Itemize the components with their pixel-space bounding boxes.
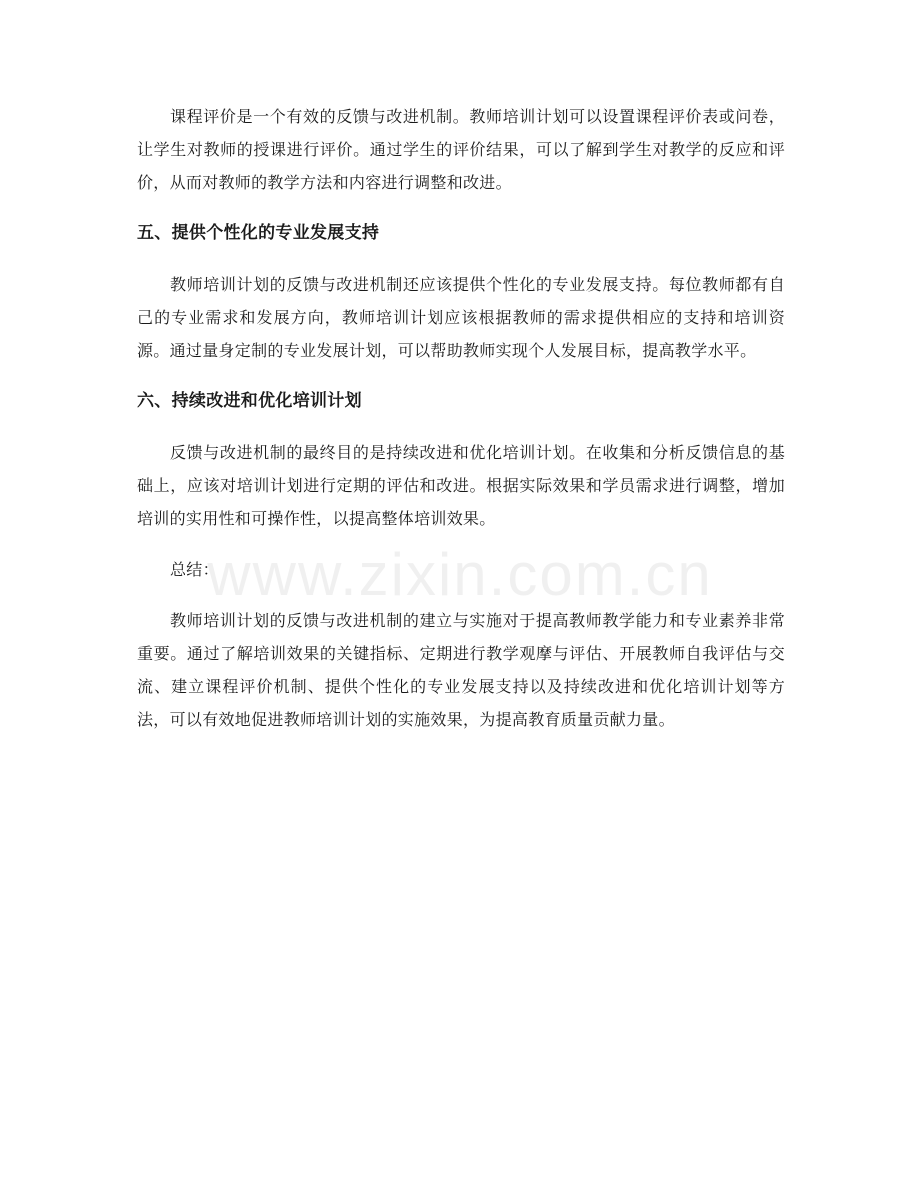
summary-label: 总结： (170, 560, 219, 579)
document-body (137, 100, 785, 754)
section-heading-6: 六、持续改进和优化培训计划 (137, 391, 362, 411)
watermark-text: www.zixin.com.cn (207, 541, 713, 608)
paragraph-personalized-support: 教师培训计划的反馈与改进机制还应该提供个性化的专业发展支持。每位教师都有自己的专业需求和发展方向，教师培训计划应该根据教师的需求提供相应的支持和培训资源。通过量身定制的专业发展计划，可以帮助教师实现个人发展目标，提高教学水平。 (137, 275, 785, 360)
paragraph-course-evaluation: 课程评价是一个有效的反馈与改进机制。教师培训计划可以设置课程评价表或问卷，让学生对教师的授课进行评价。通过学生的评价结果，可以了解到学生对教学的反应和评价，从而对教师的教学方法和内容进行调整和改进。 (137, 107, 785, 192)
paragraph-continuous-improvement: 反馈与改进机制的最终目的是持续改进和优化培训计划。在收集和分析反馈信息的基础上，应该对培训计划进行定期的评估和改进。根据实际效果和学员需求进行调整，增加培训的实用性和可操作性，以提高整体培训效果。 (137, 443, 785, 528)
section-heading-5: 五、提供个性化的专业发展支持 (137, 223, 380, 243)
paragraph-summary: 教师培训计划的反馈与改进机制的建立与实施对于提高教师教学能力和专业素养非常重要。通过了解培训效果的关键指标、定期进行教学观摩与评估、开展教师自我评估与交流、建立课程评价机制、提供个性化的专业发展支持以及持续改进和优化培训计划等方法，可以有效地促进教师培训计划的实施效果，为提高教育质量贡献力量。 (137, 611, 785, 729)
